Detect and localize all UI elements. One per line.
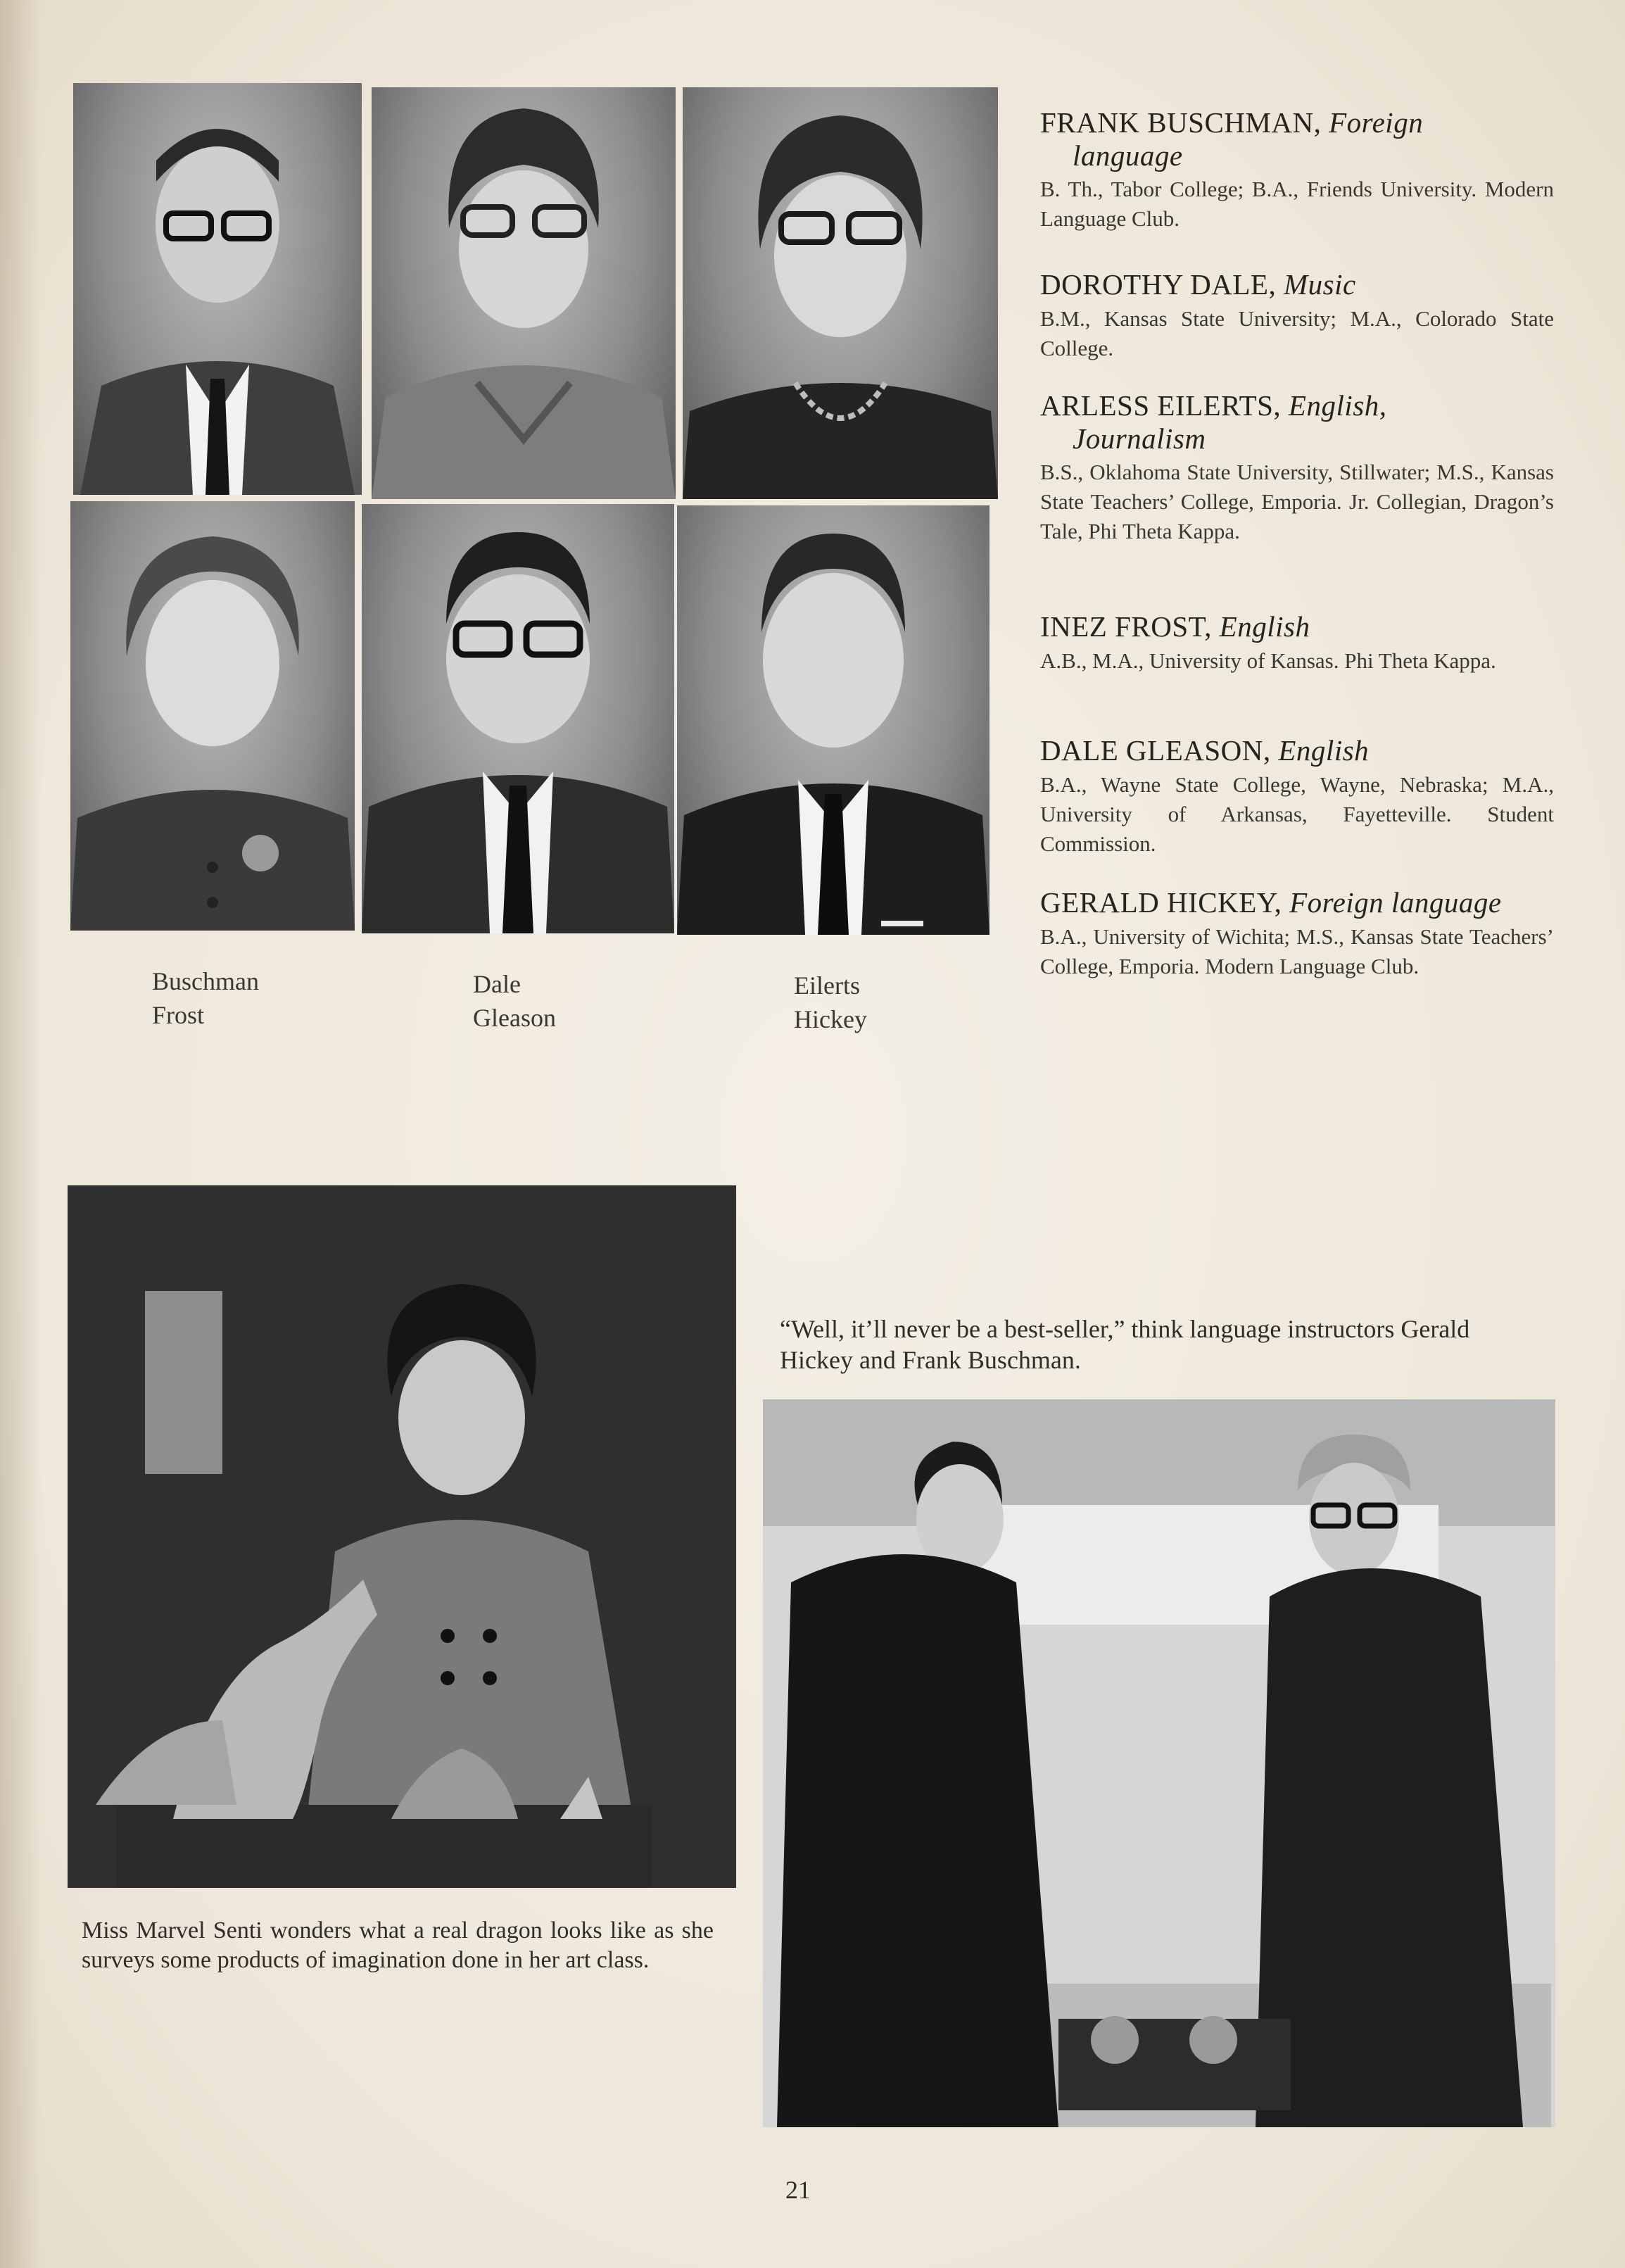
language-photo-caption: “Well, it’ll never be a best-seller,” think language instructors Gerald Hickey and Frank Buschman. bbox=[780, 1315, 1470, 1374]
portrait-gleason bbox=[362, 504, 674, 933]
bio-name: INEZ FROST, English bbox=[1040, 610, 1310, 643]
spine-shadow bbox=[0, 0, 42, 2268]
caption-dale: Dale bbox=[473, 970, 521, 998]
portrait-buschman bbox=[73, 83, 362, 495]
portrait-dale bbox=[372, 87, 676, 499]
portrait-caption-col-3 bbox=[794, 969, 867, 1036]
caption-hickey: Hickey bbox=[794, 1005, 867, 1033]
bio-details: B.M., Kansas State University; M.A., Colorado State College. bbox=[1040, 306, 1554, 360]
bio-details: B.A., Wayne State College, Wayne, Nebraska; M.A., University of Arkansas, Fayetteville. Student Commission. bbox=[1040, 772, 1554, 856]
bio-buschman bbox=[1040, 106, 1554, 234]
language-instructors-photo bbox=[763, 1399, 1555, 2127]
portrait-caption-col-2 bbox=[473, 967, 556, 1035]
bio-name: GERALD HICKEY, Foreign language bbox=[1040, 886, 1502, 919]
bio-dale bbox=[1040, 267, 1554, 363]
bio-frost bbox=[1040, 610, 1554, 676]
bio-name: DALE GLEASON, English bbox=[1040, 734, 1370, 767]
portrait-caption-col-1 bbox=[152, 964, 259, 1032]
bio-details: A.B., M.A., University of Kansas. Phi Theta Kappa. bbox=[1040, 648, 1496, 673]
bio-details: B.A., University of Wichita; M.S., Kansas State Teachers’ College, Emporia. Modern Language Club. bbox=[1040, 924, 1554, 978]
caption-frost: Frost bbox=[152, 1001, 205, 1029]
bio-name: DOROTHY DALE, Music bbox=[1040, 268, 1356, 301]
bio-gleason bbox=[1040, 733, 1554, 859]
caption-eilerts: Eilerts bbox=[794, 971, 860, 1000]
art-class-caption: Miss Marvel Senti wonders what a real dragon looks like as she surveys some products of imagination done in her art class. bbox=[82, 1917, 714, 1973]
portrait-frost bbox=[70, 501, 355, 931]
bio-details: B. Th., Tabor College; B.A., Friends University. Modern Language Club. bbox=[1040, 177, 1554, 231]
bio-name: FRANK BUSCHMAN, Foreign language bbox=[1040, 106, 1424, 172]
page-number: 21 bbox=[785, 2176, 811, 2204]
bio-hickey bbox=[1040, 886, 1554, 981]
portrait-eilerts bbox=[683, 87, 998, 499]
bio-name: ARLESS EILERTS, English, Journalism bbox=[1040, 389, 1387, 455]
bio-details: B.S., Oklahoma State University, Stillwater; M.S., Kansas State Teachers’ College, Emporia. Jr. Collegian, Dragon’s Tale, Phi Theta Kappa. bbox=[1040, 460, 1554, 543]
portrait-hickey bbox=[677, 505, 989, 935]
caption-gleason: Gleason bbox=[473, 1004, 556, 1032]
caption-buschman: Buschman bbox=[152, 967, 259, 995]
art-class-photo bbox=[68, 1185, 736, 1888]
bio-eilerts bbox=[1040, 389, 1554, 546]
